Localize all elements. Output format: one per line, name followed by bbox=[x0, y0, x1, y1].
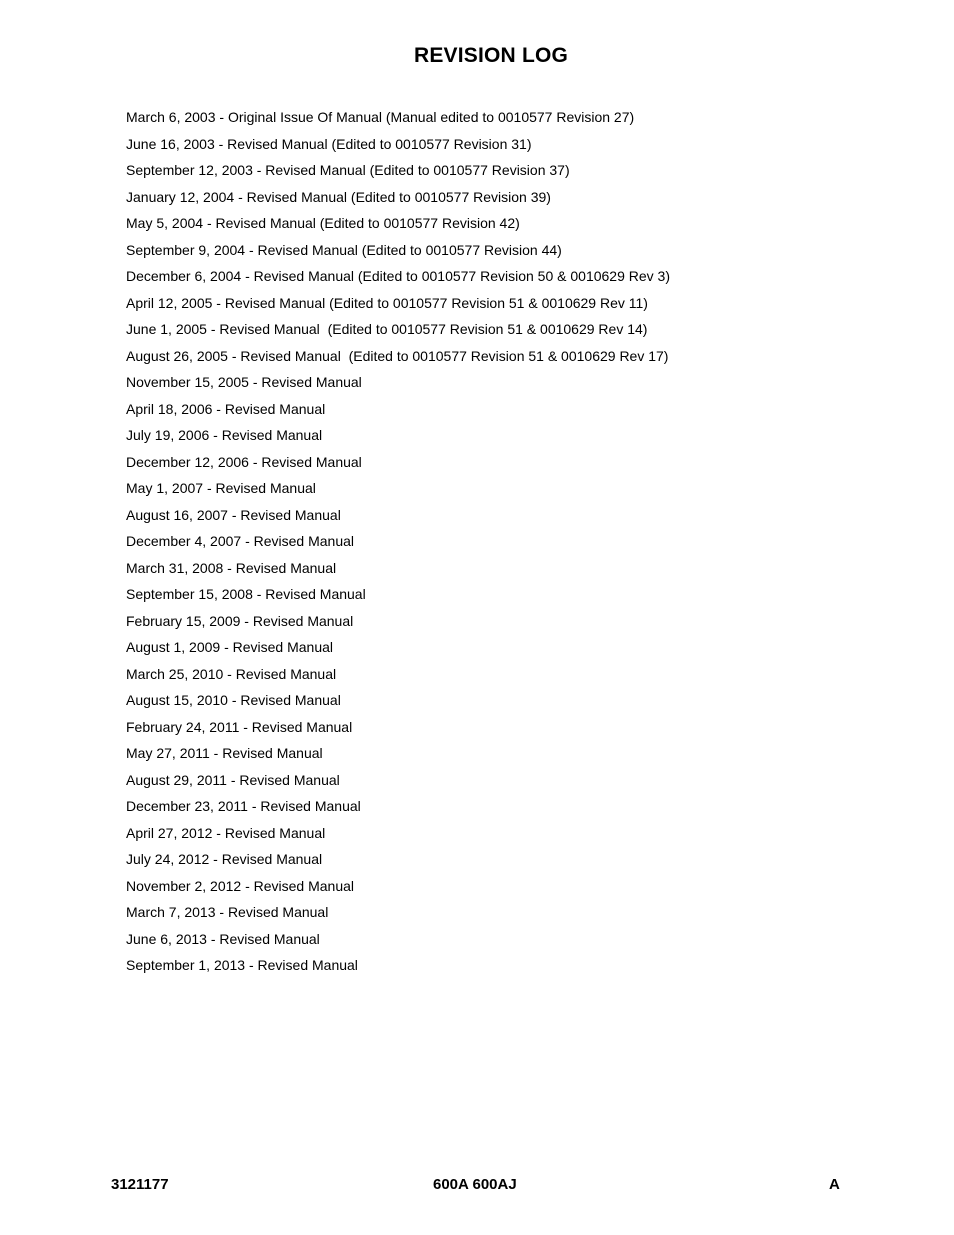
revision-entry: April 27, 2012 - Revised Manual bbox=[126, 824, 326, 841]
revision-entry: July 24, 2012 - Revised Manual bbox=[126, 851, 323, 867]
revision-entry: March 6, 2003 - Original Issue Of Manual (Manual edited to 0010577 Revision 27) bbox=[126, 109, 635, 125]
revision-list bbox=[126, 106, 670, 981]
revision-entry: August 26, 2005 - Revised Manual (Edited to 0010577 Revision 51 & 0010629 Rev 17) bbox=[126, 347, 669, 364]
revision-entry: September 1, 2013 - Revised Manual bbox=[126, 957, 358, 973]
revision-entry: March 7, 2013 - Revised Manual bbox=[126, 904, 329, 920]
revision-entry: August 1, 2009 - Revised Manual bbox=[126, 639, 334, 655]
footer-page-number: A bbox=[829, 1176, 840, 1193]
revision-entry: December 12, 2006 - Revised Manual bbox=[126, 453, 362, 470]
revision-entry: August 29, 2011 - Revised Manual bbox=[126, 771, 340, 788]
revision-entry: May 5, 2004 - Revised Manual (Edited to 0010577 Revision 42) bbox=[126, 215, 520, 231]
revision-entry: December 23, 2011 - Revised Manual bbox=[126, 798, 361, 814]
revision-entry: September 12, 2003 - Revised Manual (Edited to 0010577 Revision 37) bbox=[126, 162, 570, 178]
revision-entry: March 31, 2008 - Revised Manual bbox=[126, 559, 337, 576]
revision-entry: January 12, 2004 - Revised Manual (Edited to 0010577 Revision 39) bbox=[126, 188, 551, 205]
footer-document-number: 3121177 bbox=[111, 1176, 169, 1193]
revision-entry: May 1, 2007 - Revised Manual bbox=[126, 480, 316, 496]
revision-entry: July 19, 2006 - Revised Manual bbox=[126, 427, 323, 443]
revision-entry: August 16, 2007 - Revised Manual bbox=[126, 506, 341, 523]
revision-entry: June 1, 2005 - Revised Manual (Edited to 0010577 Revision 51 & 0010629 Rev 14) bbox=[126, 321, 648, 337]
revision-entry: April 18, 2006 - Revised Manual bbox=[126, 400, 326, 417]
revision-entry: March 25, 2010 - Revised Manual bbox=[126, 665, 337, 682]
page-title: REVISION LOG bbox=[413, 44, 569, 67]
revision-entry: February 24, 2011 - Revised Manual bbox=[126, 718, 353, 735]
revision-entry: April 12, 2005 - Revised Manual (Edited to 0010577 Revision 51 & 0010629 Rev 11) bbox=[126, 294, 648, 311]
revision-entry: September 9, 2004 - Revised Manual (Edited to 0010577 Revision 44) bbox=[126, 241, 562, 258]
revision-entry: June 16, 2003 - Revised Manual (Edited to 0010577 Revision 31) bbox=[126, 135, 532, 152]
revision-entry: December 6, 2004 - Revised Manual (Edited to 0010577 Revision 50 & 0010629 Rev 3) bbox=[126, 268, 670, 284]
revision-entry: December 4, 2007 - Revised Manual bbox=[126, 533, 355, 549]
footer-model: 600A 600AJ bbox=[433, 1176, 517, 1193]
revision-entry: November 2, 2012 - Revised Manual bbox=[126, 877, 355, 894]
revision-entry: November 15, 2005 - Revised Manual bbox=[126, 374, 362, 390]
revision-entry: September 15, 2008 - Revised Manual bbox=[126, 586, 366, 602]
revision-entry: February 15, 2009 - Revised Manual bbox=[126, 612, 354, 629]
revision-entry: August 15, 2010 - Revised Manual bbox=[126, 692, 341, 708]
revision-entry: June 6, 2013 - Revised Manual bbox=[126, 930, 320, 947]
revision-entry: May 27, 2011 - Revised Manual bbox=[126, 745, 323, 761]
